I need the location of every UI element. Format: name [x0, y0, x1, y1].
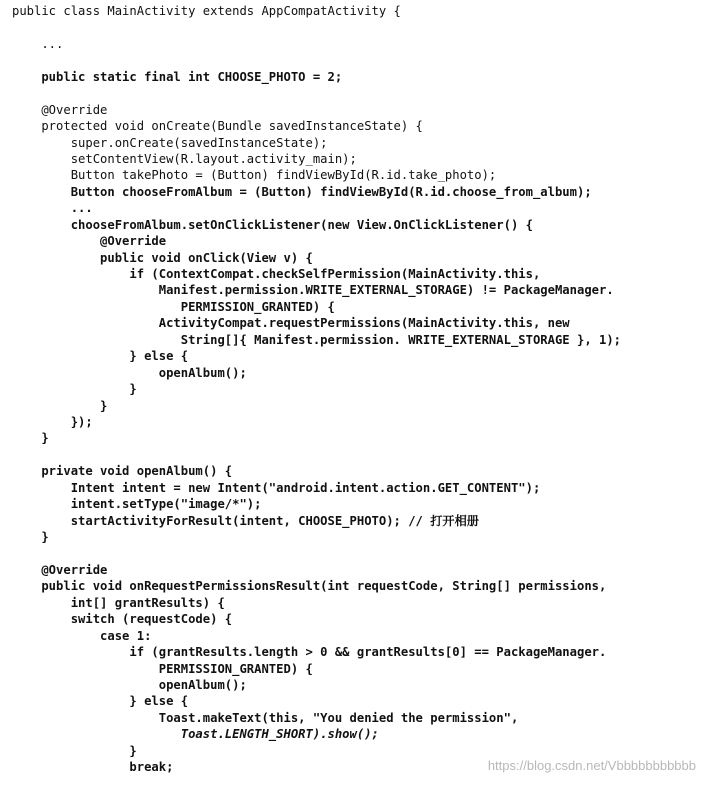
code-line: if (ContextCompat.checkSelfPermission(MainActivity.this,	[12, 267, 541, 281]
code-line: } else {	[12, 694, 189, 709]
code-line: break;	[12, 760, 174, 775]
code-line: }	[12, 398, 108, 413]
code-line: switch (requestCode) {	[12, 612, 233, 627]
code-line: PERMISSION_GRANTED) {	[12, 299, 335, 314]
code-block	[12, 3, 621, 776]
code-line: @Override	[12, 562, 108, 577]
code-line: String[]{ Manifest.permission. WRITE_EXTERNAL_STORAGE }, 1);	[12, 332, 622, 347]
code-line: private void openAlbum() {	[12, 464, 233, 479]
code-line: setContentView(R.layout.activity_main);	[12, 151, 357, 166]
code-line: @Override	[12, 102, 108, 117]
code-line: if (grantResults.length > 0 && grantResults[0] == PackageManager.	[12, 645, 607, 660]
code-line: });	[12, 414, 93, 429]
code-line: ActivityCompat.requestPermissions(MainActivity.this, new	[12, 316, 570, 331]
code-line: Toast.makeText(this, "You denied the permission",	[12, 710, 519, 725]
code-line: } else {	[12, 349, 189, 364]
code-line	[12, 19, 621, 35]
code-line: Toast.LENGTH_SHORT).show();	[12, 727, 379, 742]
code-line: }	[12, 382, 137, 397]
code-line	[12, 545, 621, 561]
code-line: int[] grantResults) {	[12, 595, 225, 610]
code-line	[12, 447, 621, 463]
watermark-url: https://blog.csdn.net/Vbbbbbbbbbbb	[487, 758, 696, 773]
code-line	[12, 52, 621, 68]
code-line: public class MainActivity extends AppCompatActivity {	[12, 4, 401, 18]
code-line: public void onRequestPermissionsResult(int requestCode, String[] permissions,	[12, 579, 607, 594]
code-line: PERMISSION_GRANTED) {	[12, 661, 313, 676]
code-line: chooseFromAlbum.setOnClickListener(new View.OnClickListener() {	[12, 217, 533, 232]
code-line: }	[12, 431, 49, 446]
code-line: ...	[12, 36, 64, 51]
code-line: openAlbum();	[12, 365, 247, 380]
code-line: openAlbum();	[12, 677, 247, 692]
code-line: super.onCreate(savedInstanceState);	[12, 135, 328, 150]
code-line: case 1:	[12, 628, 152, 643]
code-line: public void onClick(View v) {	[12, 250, 313, 265]
code-line: @Override	[12, 234, 167, 249]
code-line: }	[12, 743, 137, 758]
code-line: protected void onCreate(Bundle savedInstanceState) {	[12, 119, 423, 134]
code-line: Manifest.permission.WRITE_EXTERNAL_STORAGE) != PackageManager.	[12, 283, 614, 298]
code-line: Button chooseFromAlbum = (Button) findViewById(R.id.choose_from_album);	[12, 184, 592, 199]
code-line: Intent intent = new Intent("android.intent.action.GET_CONTENT");	[12, 480, 541, 495]
code-line: }	[12, 530, 49, 544]
code-line: ...	[12, 201, 93, 216]
code-line: startActivityForResult(intent, CHOOSE_PHOTO); // 打开相册	[12, 513, 479, 528]
code-line: Button takePhoto = (Button) findViewById(R.id.take_photo);	[12, 168, 497, 183]
code-line: public static final int CHOOSE_PHOTO = 2;	[12, 69, 343, 84]
code-line: intent.setType("image/*");	[12, 497, 262, 512]
code-line	[12, 85, 621, 101]
